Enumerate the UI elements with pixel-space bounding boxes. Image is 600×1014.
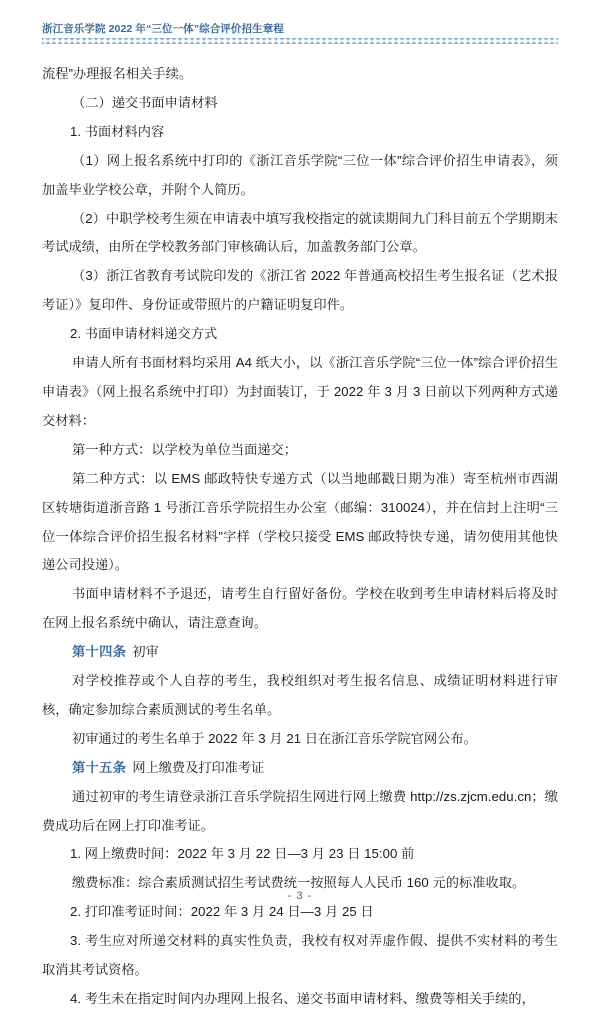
article-15-name: 网上缴费及打印准考证 (132, 759, 265, 775)
paragraph-article-15-3: 3. 考生应对所递交材料的真实性负责，我校有权对弄虚作假、提供不实材料的考生取消其考试资格。 (42, 933, 558, 978)
paragraph-item-2-intro: 申请人所有书面材料均采用 A4 纸大小，以《浙江音乐学院“三位一体”综合评价招生申请表》（网上报名系统中打印）为封面装订，于 2022 年 3 月 3 日前以下列两种方式递交材料： (42, 355, 558, 428)
article-14-heading (42, 638, 558, 667)
paragraph-liucheng-continuation: 流程”办理报名相关手续。 (42, 66, 193, 81)
paragraph-article-15-4: 4. 考生未在指定时间内办理网上报名、递交书面申请材料、缴费等相关手续的， (70, 991, 535, 1006)
paragraph-item-1-2: （2）中职学校考生须在申请表中填写我校指定的就读期间九门科目前五个学期期末考试成绩，由所在学校教务部门审核确认后，加盖教务部门公章。 (42, 210, 558, 255)
paragraph-delivery-method-1: 第一种方式：以学校为单位当面递交； (72, 441, 298, 457)
article-14-number: 第十四条 (72, 644, 127, 660)
paragraph-item-2-heading: 2. 书面申请材料递交方式 (70, 326, 218, 342)
paragraph-section-two-heading: （二）递交书面申请材料 (72, 94, 218, 110)
paragraph-item-1-1: （1）网上报名系统中打印的《浙江音乐学院“三位一体”综合评价招生申请表》，须加盖毕业学校公章，并附个人简历。 (42, 152, 558, 197)
paragraph-item-1-3: （3）浙江省教育考试院印发的《浙江省 2022 年普通高校招生考生报名证（艺术报考证）》复印件、身份证或带照片的户籍证明复印件。 (42, 268, 558, 313)
paragraph-article-14-2: 初审通过的考生名单于 2022 年 3 月 21 日在浙江音乐学院官网公布。 (72, 730, 477, 746)
article-15-number: 第十五条 (72, 759, 127, 775)
document-body (42, 60, 558, 1014)
paragraph-article-15-fee: 缴费标准：综合素质测试招生考试费统一按照每人人民币 160 元的标准收取。 (72, 875, 526, 891)
header-title: 浙江音乐学院 2022 年“三位一体”综合评价招生章程 (42, 23, 284, 35)
paragraph-article-15-2: 2. 打印准考证时间：2022 年 3 月 24 日—3 月 25 日 (70, 904, 374, 920)
paragraph-article-14-1: 对学校推荐或个人自荐的考生，我校组织对考生报名信息、成绩证明材料进行审核，确定参加综合素质测试的考生名单。 (42, 673, 558, 717)
paragraph-materials-no-return: 书面申请材料不予退还，请考生自行留好备份。学校在收到考生申请材料后将及时在网上报名系统中确认，请注意查询。 (42, 586, 558, 631)
article-15-heading (42, 754, 558, 783)
page-number: - 3 - (287, 890, 313, 902)
page-footer (0, 886, 600, 904)
paragraph-article-15-1: 1. 网上缴费时间：2022 年 3 月 22 日—3 月 23 日 15:00 前 (70, 846, 415, 862)
article-14-name: 初审 (132, 644, 159, 660)
paragraph-delivery-method-2: 第二种方式：以 EMS 邮政特快专递方式（以当地邮戳日期为准）寄至杭州市西湖区转塘街道浙音路 1 号浙江音乐学院招生办公室（邮编：310024），并在信封上注明“三位一体综合评价招生报名材料”字样（学校只接受 EMS 邮政特快专递，请勿使用其他快递公司投递）。 (42, 470, 558, 573)
running-header (42, 22, 558, 44)
header-decorative-rule (42, 38, 558, 44)
paragraph-item-1-heading: 1. 书面材料内容 (70, 123, 165, 139)
paragraph-article-15-intro: 通过初审的考生请登录浙江音乐学院招生网进行网上缴费 http://zs.zjcm.edu.cn；缴费成功后在网上打印准考证。 (42, 788, 558, 833)
